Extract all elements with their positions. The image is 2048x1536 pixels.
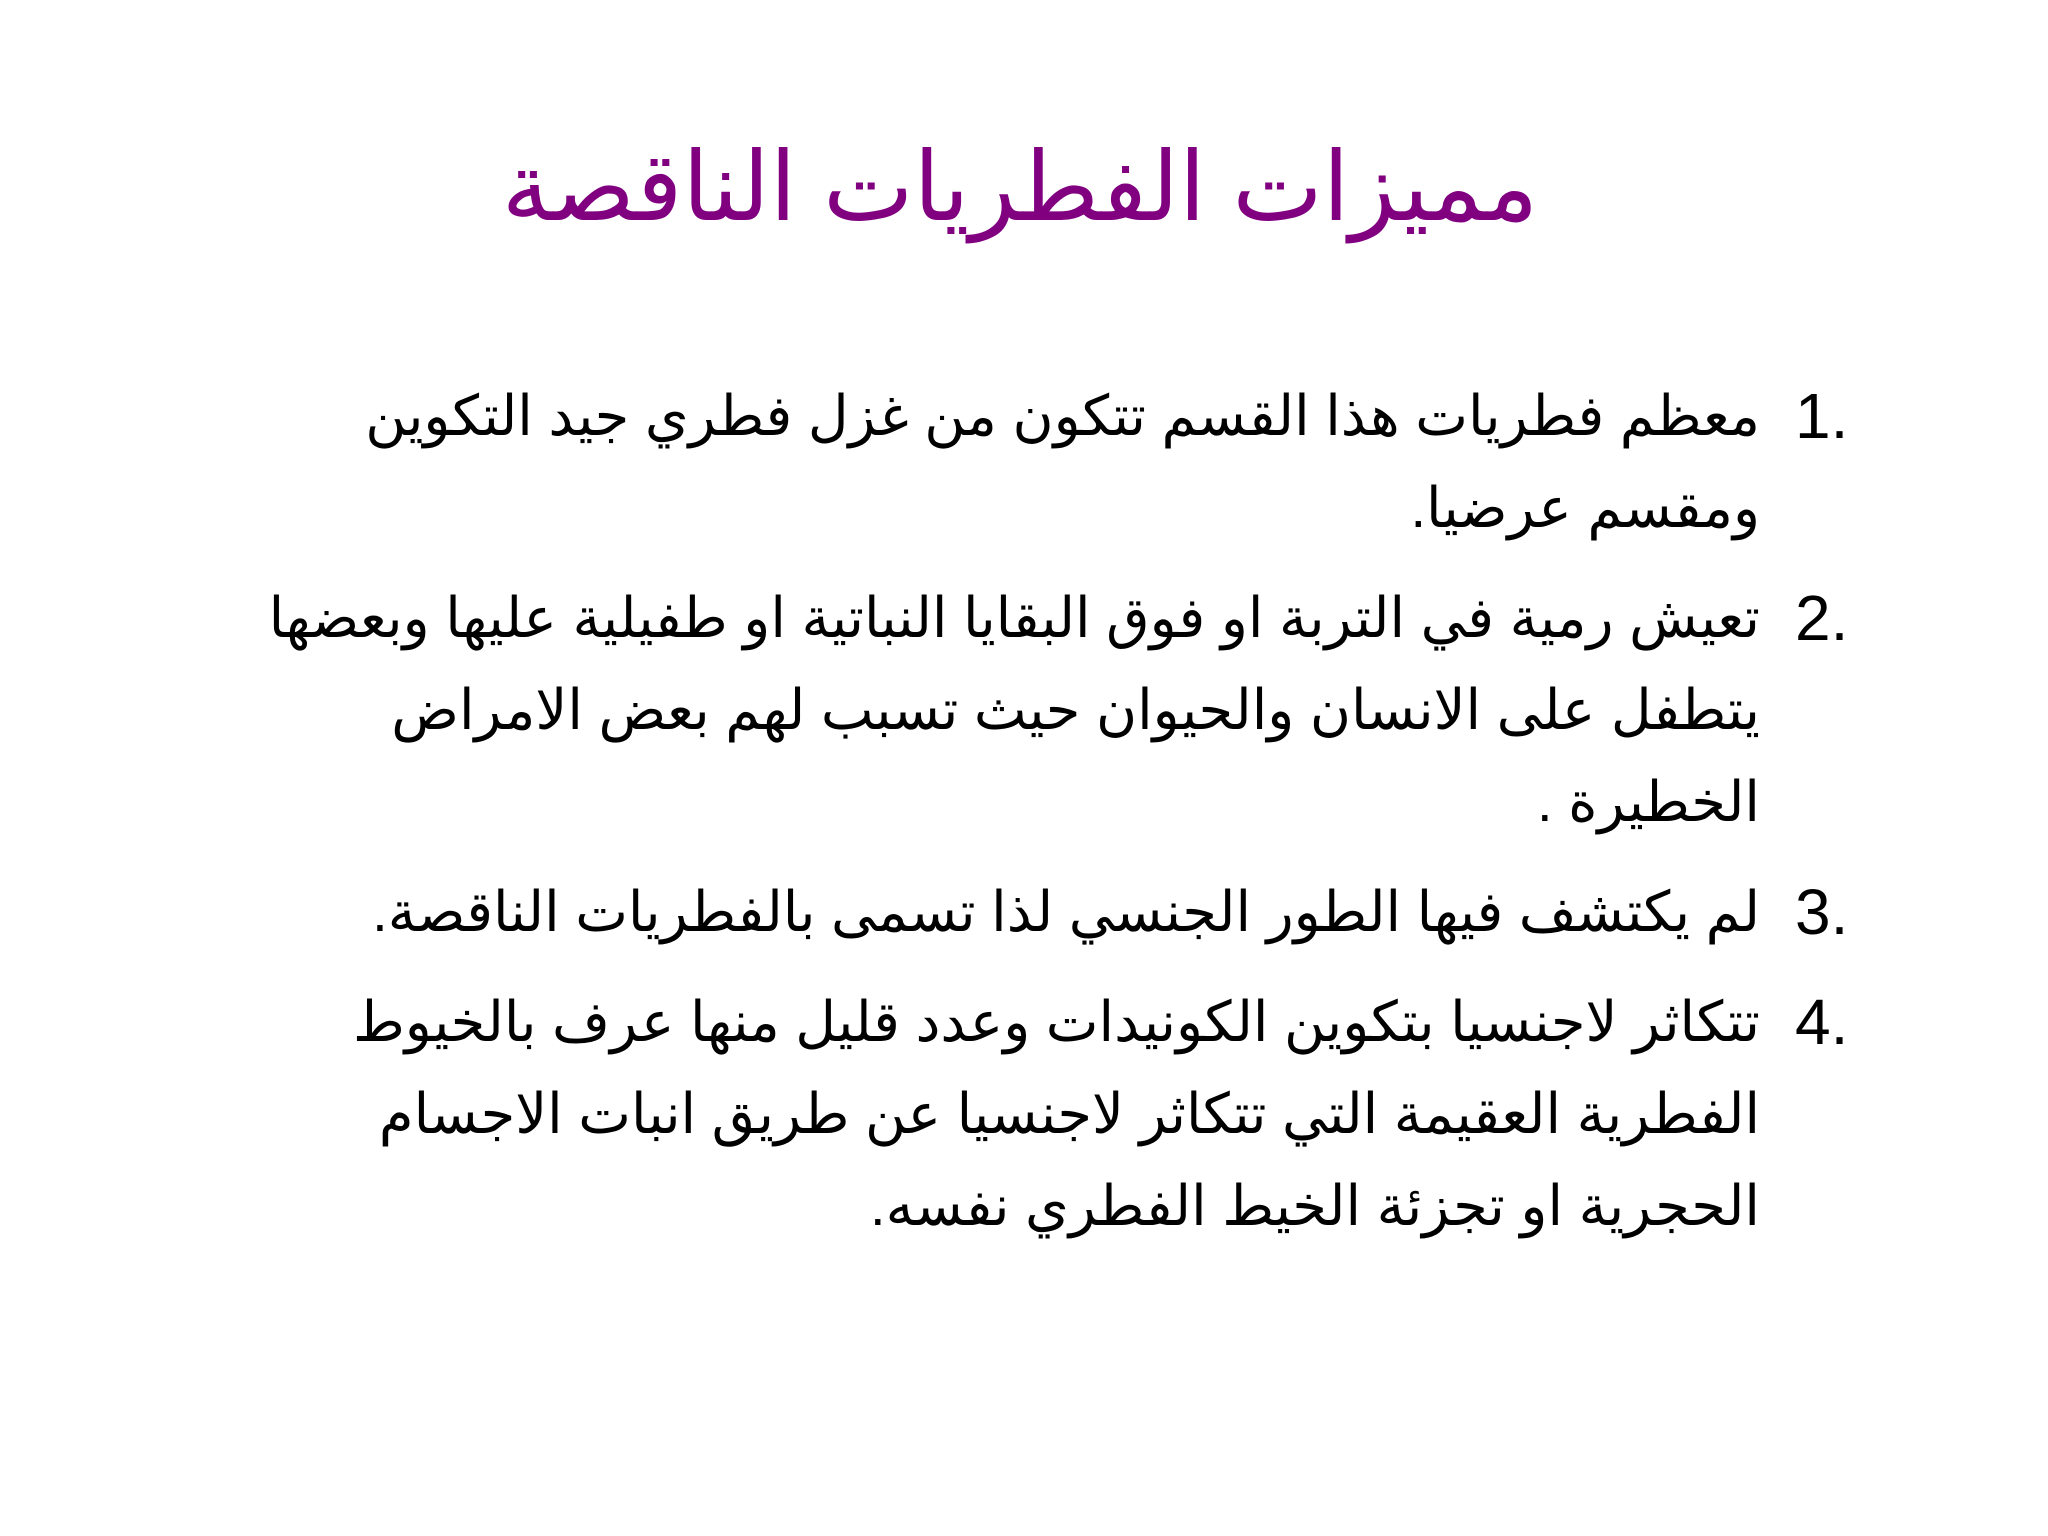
list-item <box>260 572 1880 848</box>
list-item <box>260 370 1880 554</box>
list-item-number: 4. <box>1795 986 1849 1058</box>
list-item <box>260 866 1880 958</box>
list-item <box>260 976 1880 1252</box>
list-item-text: تعيش رمية في التربة او فوق البقايا النباتية او طفيلية عليها وبعضها يتطفل على الانسان والحيوان حيث تسبب لهم بعض الامراض الخطيرة . <box>268 586 1760 833</box>
list-item-number: 1. <box>1795 380 1849 452</box>
slide-title: مميزات الفطريات الناقصة <box>501 134 1539 241</box>
list-item-text: لم يكتشف فيها الطور الجنسي لذا تسمى بالفطريات الناقصة. <box>372 880 1760 943</box>
list-item-number: 3. <box>1795 876 1849 948</box>
list-item-text: معظم فطريات هذا القسم تتكون من غزل فطري جيد التكوين ومقسم عرضيا. <box>365 384 1760 539</box>
numbered-list <box>260 370 1880 1270</box>
list-item-text: تتكاثر لاجنسيا بتكوين الكونيدات وعدد قليل منها عرف بالخيوط الفطرية العقيمة التي تتكاثر لاجنسيا عن طريق انبات الاجسام الحجرية او تجزئة الخيط الفطري نفسه. <box>353 990 1760 1237</box>
list-item-number: 2. <box>1795 582 1849 654</box>
